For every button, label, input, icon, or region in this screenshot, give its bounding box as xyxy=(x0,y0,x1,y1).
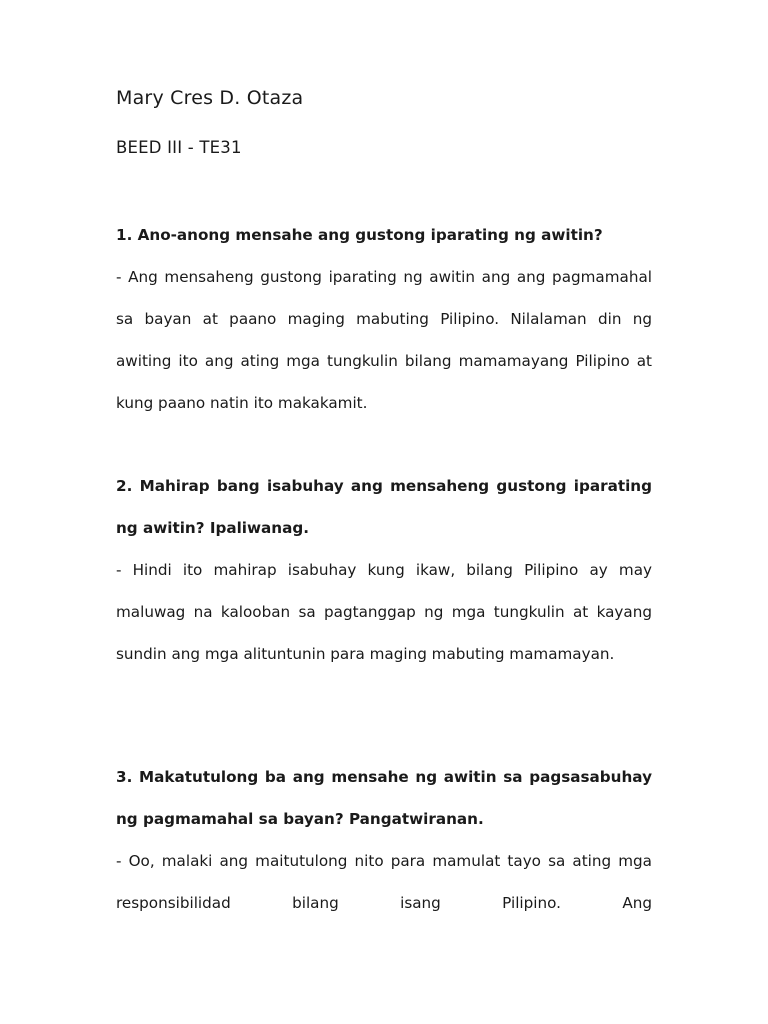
question-1: 1. Ano-anong mensahe ang gustong iparating ng awitin? xyxy=(116,226,603,244)
answer-2: - Hindi ito mahirap isabuhay kung ikaw, bilang Pilipino ay may maluwag na kalooban sa pagtanggap ng mga tungkulin at kayang sundin ang mga alituntunin para maging mabuting mamamayan. xyxy=(116,561,652,663)
author-name: Mary Cres D. Otaza xyxy=(116,87,304,109)
question-2: 2. Mahirap bang isabuhay ang mensaheng gustong iparating ng awitin? Ipaliwanag. xyxy=(116,477,652,537)
qa-item-3 xyxy=(116,756,652,924)
answer-1: - Ang mensaheng gustong iparating ng awitin ang ang pagmamahal sa bayan at paano maging mabuting Pilipino. Nilalaman din ng awiting ito ang ating mga tungkulin bilang mamamayang Pilipino at kung paano natin ito makakamit. xyxy=(116,268,652,412)
qa-item-2 xyxy=(116,465,652,675)
question-3: 3. Makatutulong ba ang mensahe ng awitin sa pagsasabuhay ng pagmamahal sa bayan? Pangatwiranan. xyxy=(116,768,652,828)
answer-3: - Oo, malaki ang maitutulong nito para mamulat tayo sa ating mga responsibilidad bilang isang Pilipino. Ang xyxy=(116,852,652,912)
course-section: BEED III - TE31 xyxy=(116,138,242,157)
qa-item-1 xyxy=(116,214,652,424)
